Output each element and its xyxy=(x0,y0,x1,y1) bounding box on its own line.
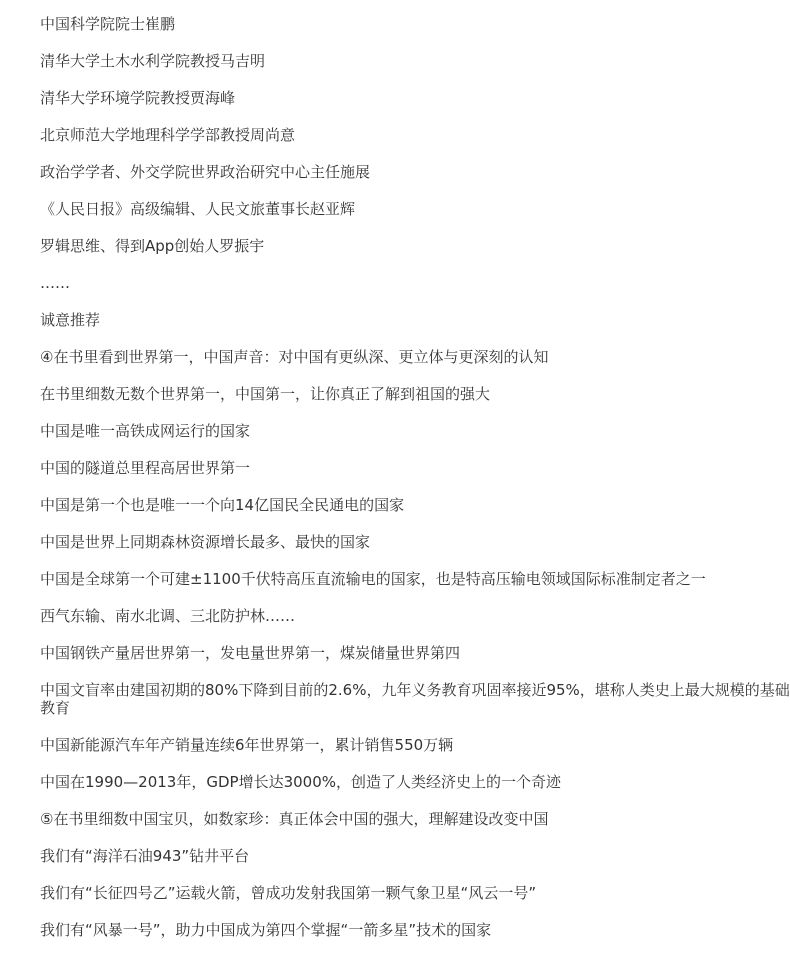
ellipsis-line: …… xyxy=(40,274,70,292)
text-line: 中国钢铁产量居世界第一，发电量世界第一，煤炭储量世界第四 xyxy=(40,644,461,662)
text-line: 中国新能源汽车年产销量连续6年世界第一，累计销售550万辆 xyxy=(40,736,454,754)
text-line: 罗辑思维、得到App创始人罗振宇 xyxy=(40,237,265,255)
text-line: 中国科学院院士崔鹏 xyxy=(40,15,176,33)
text-line: 清华大学环境学院教授贾海峰 xyxy=(40,89,236,107)
text-line: 中国在1990—2013年，GDP增长达3000%，创造了人类经济史上的一个奇迹 xyxy=(40,773,561,791)
text-line: 中国的隧道总里程高居世界第一 xyxy=(40,459,251,477)
text-line: 中国是第一个也是唯一一个向14亿国民全民通电的国家 xyxy=(40,496,405,514)
section-heading: 诚意推荐 xyxy=(40,311,101,329)
text-line: ⑤在书里细数中国宝贝，如数家珍：真正体会中国的强大，理解建设改变中国 xyxy=(40,810,549,828)
text-line: 中国是世界上同期森林资源增长最多、最快的国家 xyxy=(40,533,371,551)
text-line: 我们有“长征四号乙”运载火箭，曾成功发射我国第一颗气象卫星“风云一号” xyxy=(40,884,537,902)
text-line: 我们有“风暴一号”，助力中国成为第四个掌握“一箭多星”技术的国家 xyxy=(40,921,492,939)
text-line: 中国是全球第一个可建±1100千伏特高压直流输电的国家，也是特高压输电领域国际标准制定者之一 xyxy=(40,570,706,588)
text-line: ④在书里看到世界第一，中国声音：对中国有更纵深、更立体与更深刻的认知 xyxy=(40,348,549,366)
text-line: 中国文盲率由建国初期的80%下降到目前的2.6%，九年义务教育巩固率接近95%，堪称人类史上最大规模的基础教育 xyxy=(40,681,790,717)
text-line: 北京师范大学地理科学学部教授周尚意 xyxy=(40,126,296,144)
text-line: 西气东输、南水北调、三北防护林…… xyxy=(40,607,296,625)
text-line: 清华大学土木水利学院教授马吉明 xyxy=(40,52,266,70)
text-line: 《人民日报》高级编辑、人民文旅董事长赵亚辉 xyxy=(40,200,356,218)
text-line: 我们有“海洋石油943”钻井平台 xyxy=(40,847,250,865)
text-line: 政治学学者、外交学院世界政治研究中心主任施展 xyxy=(40,163,371,181)
text-line: 中国是唯一高铁成网运行的国家 xyxy=(40,422,251,440)
article-body xyxy=(40,15,790,958)
text-line: 在书里细数无数个世界第一，中国第一，让你真正了解到祖国的强大 xyxy=(40,385,491,403)
